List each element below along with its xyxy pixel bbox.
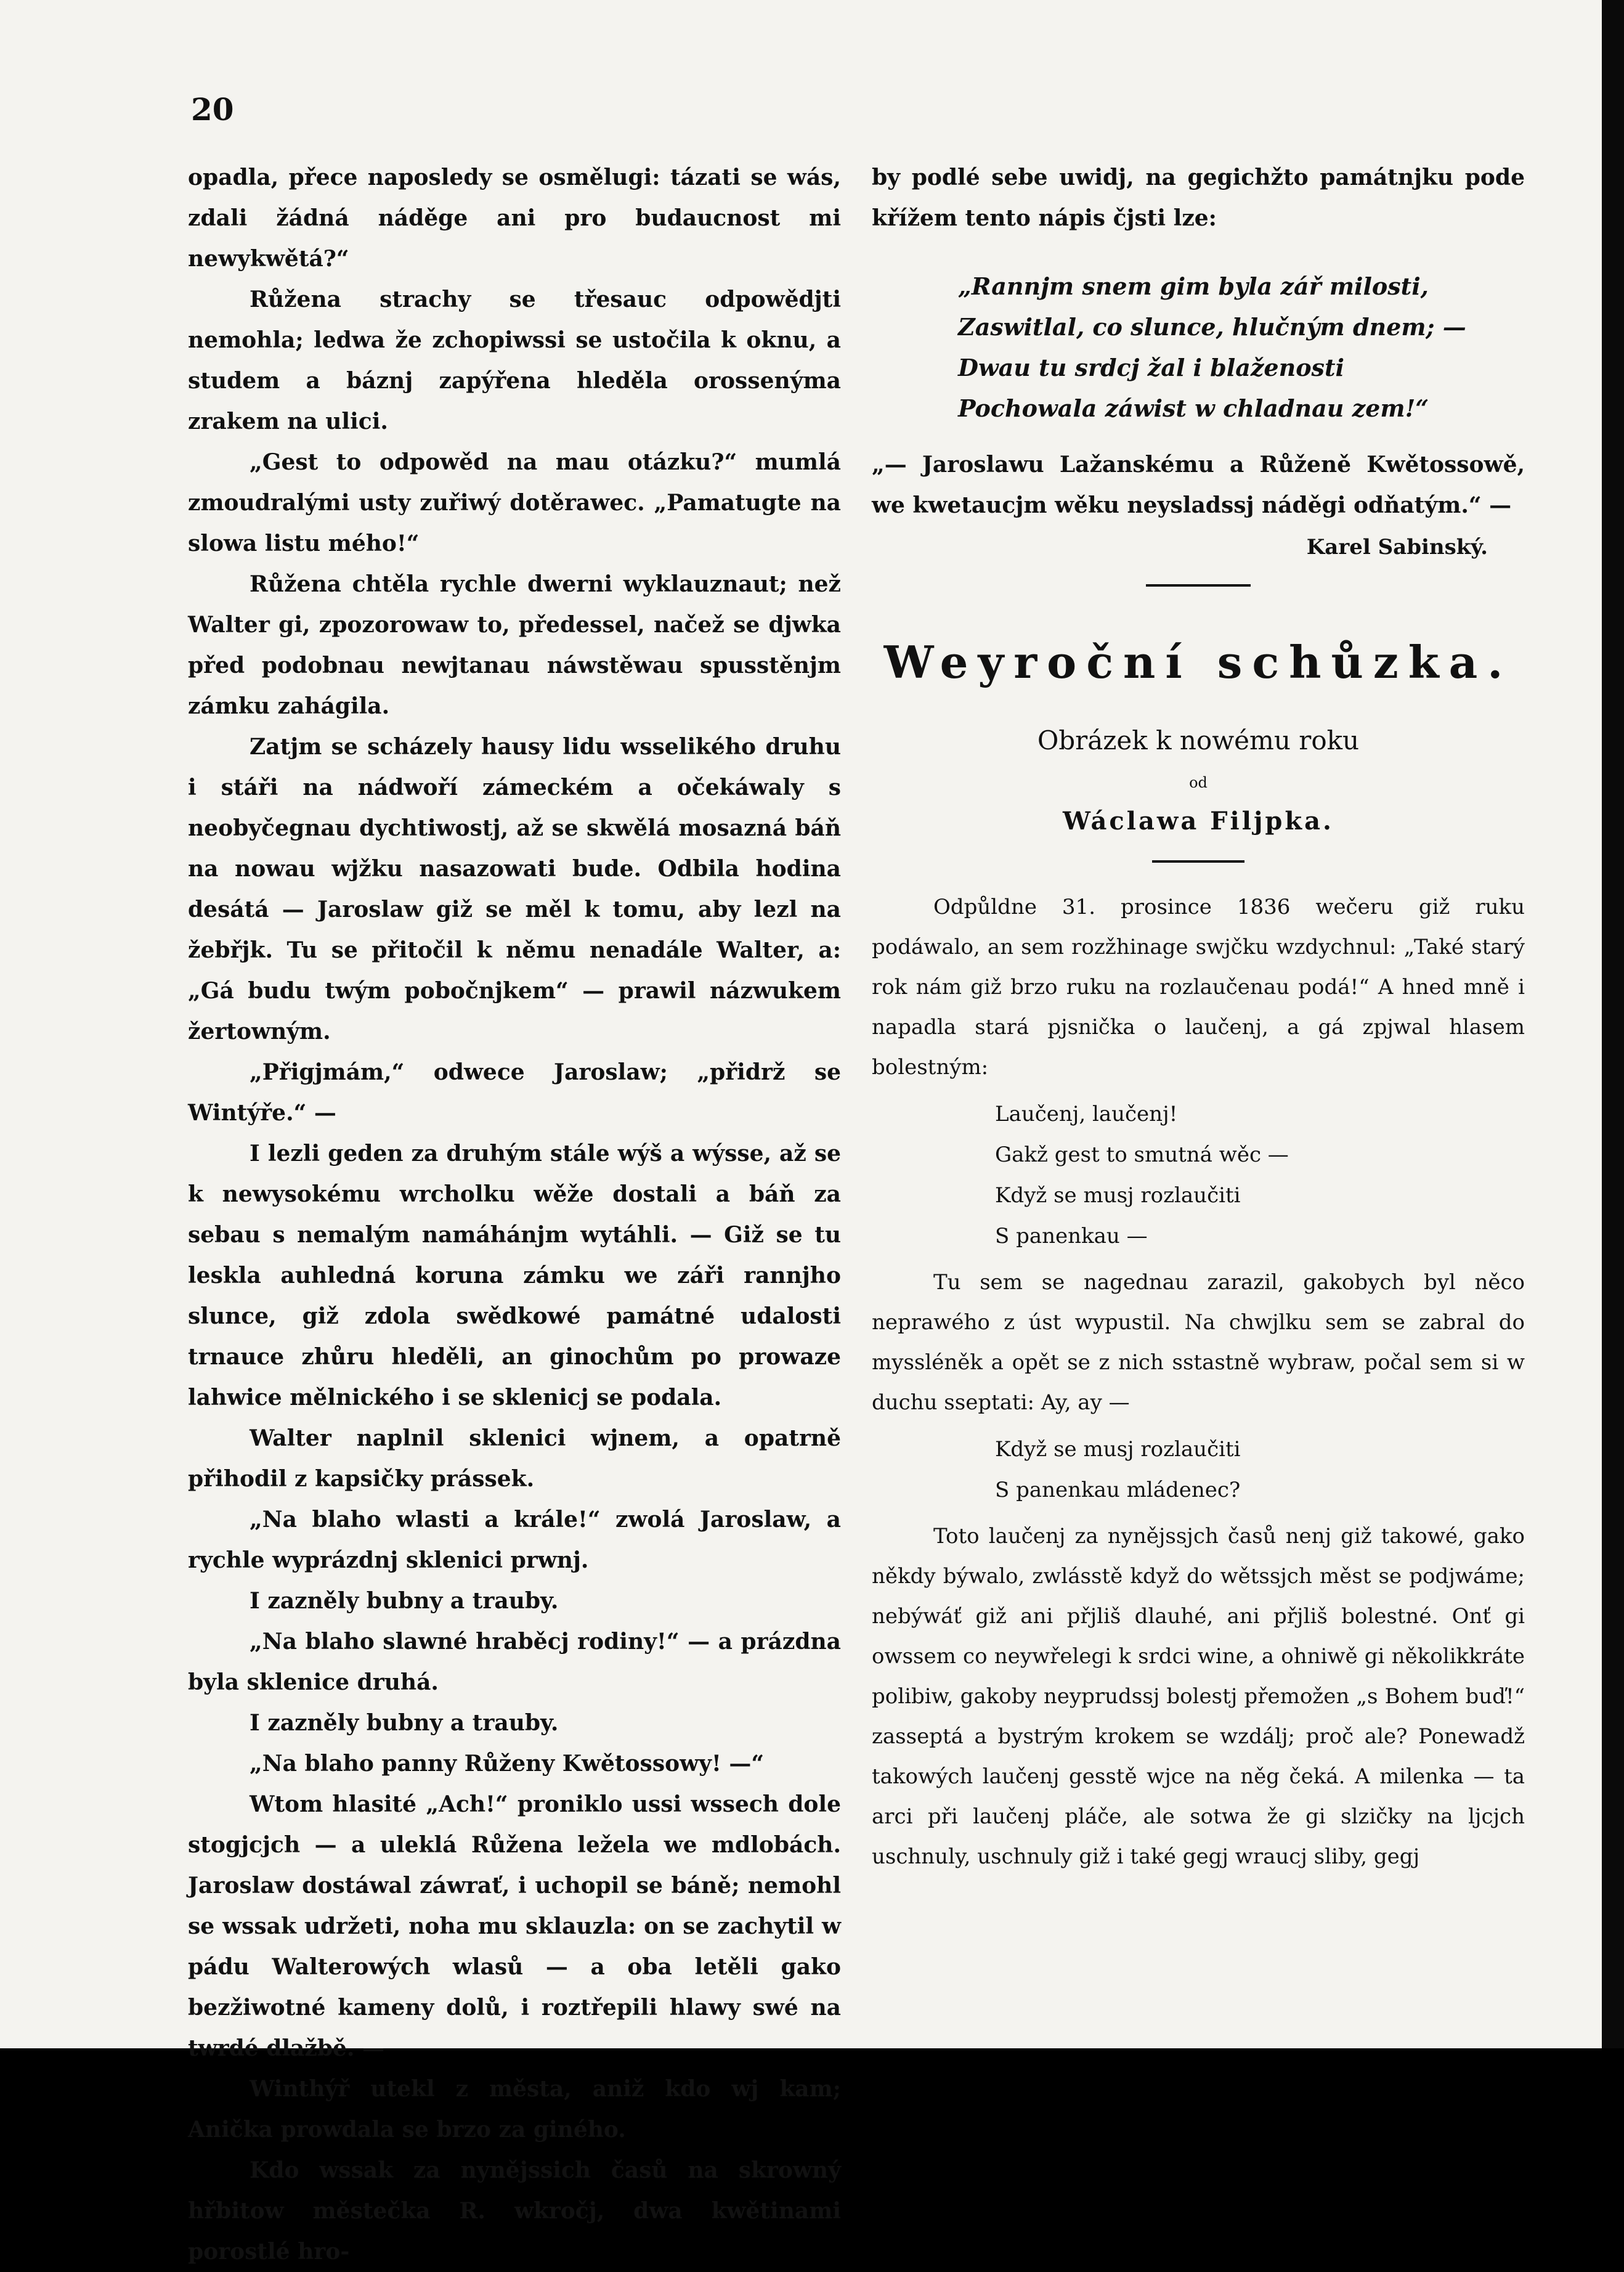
song-verse [872,1094,1525,1256]
paragraph: Kdo wssak za nynějssich časů na skrowný hřbitow městečka R. wkročj, dwa kwětinami porostlé hro- [188,2157,841,2265]
song-line: S panenkau — [995,1224,1148,1248]
author-name: Wáclawa Filjpka. [1063,807,1334,836]
byline-od: od [1189,774,1208,791]
epitaph-poem [872,266,1525,429]
paragraph: Růžena chtěla rychle dwerni wyklauznaut; než Walter gi, zpozorowaw to, předessel, načež se djwka před podobnau newjtanau náwstěwau spusstěnjm zámku zahágila. [188,571,841,719]
paragraph: I lezli geden za druhým stále wýš a wýsse, až se k newysokému wrcholku wěže dostali a báň za sebau s nemalým namáhánjm wytáhli. — Giž se tu leskla auhledná koruna zámku we záři rannjho slunce, giž zdola swědkowé památné udalosti trnauce zhůru hleděli, an ginochům po prowaze lahwice mělnického i se sklenicj se podala. [188,1141,841,1411]
paragraph: I zazněly bubny a trauby. [250,1710,559,1736]
left-column [188,157,841,2272]
paragraph: „Přigjmám,“ odwece Jaroslaw; „přidrž se Wintýře.“ — [188,1059,841,1126]
story-subtitle: Obrázek k nowému roku [1037,725,1360,755]
page-number: 20 [191,91,234,128]
song-line: S panenkau mládenec? [995,1478,1241,1502]
song-line: Laučenj, laučenj! [995,1102,1178,1126]
paragraph: „Gest to odpowěd na mau otázku?“ mumlá zmoudralými usty zuřiwý dotěrawec. „Pamatugte na slowa listu mého!“ [188,449,841,556]
epitaph-intro: by podlé sebe uwidj, na gegichžto památnjku pode křížem tento nápis čjsti lze: [872,165,1525,231]
paragraph: Odpůldne 31. prosince 1836 wečeru giž ruku podáwalo, an sem rozžhinage swjčku wzdychnul: „Také starý rok nám giž brzo ruku na rozlaučenau podá!“ A hned mně i napadla stará pjsnička o laučenj, a gá zpjwal hlasem bolestným: [872,895,1525,1080]
paragraph: „Na blaho wlasti a krále!“ zwolá Jaroslaw, a rychle wyprázdnj sklenici prwnj. [188,1507,841,1573]
paragraph: Winthýř utekl z města, aniž kdo wj kam; Anička prowdala se brzo za giného. [188,2076,841,2143]
paragraph: Tu sem se nagednau zarazil, gakobych byl něco neprawého z úst wypustil. Na chwjlku sem se zabral do myssléněk a opět se z nich sstastně wybraw, počal sem si w duchu sseptati: Ay, ay — [872,1270,1525,1415]
story-title: Weyroční schůzka. [883,636,1513,688]
signature: Karel Sabinský. [1306,535,1488,560]
paragraph: „Na blaho slawné hraběcj rodiny!“ — a prázdna byla sklenice druhá. [188,1629,841,1695]
divider [1152,860,1244,863]
paragraph: „Na blaho panny Růženy Kwětossowy! —“ [250,1751,765,1777]
poem-line: „Rannjm snem gim byla zář milosti, [958,272,1429,300]
dedication: „— Jaroslawu Lažanskému a Růženě Kwětossowě, we kwetaucjm wěku neysladssj náděgi odňatým.“ — [872,452,1525,518]
song-verse [872,1429,1525,1510]
song-line: Když se musj rozlaučiti [995,1437,1241,1462]
paragraph: Růžena strachy se třesauc odpowědjti nemohla; ledwa že zchopiwssi se ustočila k oknu, a studem a báznj zapýřena hleděla orossenýma zrakem na ulici. [188,287,841,434]
poem-line: Pochowala záwist w chladnau zem!“ [958,394,1429,422]
paragraph: Zatjm se scházely hausy lidu wsselikého druhu i stáři na nádwoří zámeckém a očekáwaly s neobyčegnau dychtiwostj, až se skwělá mosazná báň na nowau wjžku nasazowati bude. Odbila hodina desátá — Jaroslaw giž se měl k tomu, aby lezl na žebřjk. Tu se přitočil k němu nenadále Walter, a: „Gá budu twým pobočnjkem“ — prawil názwukem žertowným. [188,734,841,1044]
right-column [872,157,1525,1877]
poem-line: Zaswitlal, co slunce, hlučným dnem; — [958,313,1466,341]
paragraph: Walter naplnil sklenici wjnem, a opatrně přihodil z kapsičky prássek. [188,1425,841,1492]
paragraph: Wtom hlasité „Ach!“ proniklo ussi wssech dole stogjcjch — a uleklá Růžena ležela we mdlobách. Jaroslaw dostáwal záwrať, i uchopil se báně; nemohl se wssak udržeti, noha mu sklauzla: on se zachytil w pádu Walterowých wlasů — a oba letěli gako bezžiwotné kameny dolů, i roztřepili hlawy swé na twrdé dlažbě. — [188,1791,841,2061]
song-line: Gakž gest to smutná wěc — [995,1142,1289,1167]
divider [1146,584,1251,587]
paragraph: Toto laučenj za nynějssjch časů nenj giž takowé, gako někdy býwalo, zwlásstě když do wětssjch měst se podjwáme; nebýwáť giž ani přjliš dlauhé, ani přjliš bolestné. Onť gi owssem co neywřelegi k srdci wine, a ohniwě gi několikkráte polibiw, gakoby neyprudssj bolestj přemožen „s Bohem buď!“ zasseptá a bystrým krokem se wzdálj; proč ale? Ponewadž takowých laučenj gesstě wjce na něg čeká. A milenka — ta arci při laučenj pláče, ale sotwa že gi slzičky na ljcjch uschnuly, uschnuly giž i také gegj wraucj sliby, gegj [872,1524,1525,1869]
song-line: Když se musj rozlaučiti [995,1183,1241,1208]
paragraph: I zazněly bubny a trauby. [250,1588,559,1614]
paragraph: opadla, přece naposledy se osmělugi: tázati se wás, zdali žádná náděge ani pro budaucnost mi newykwětá?“ [188,165,841,272]
poem-line: Dwau tu srdcj žal i blaženosti [958,354,1344,381]
scan-edge [1602,0,1624,2048]
